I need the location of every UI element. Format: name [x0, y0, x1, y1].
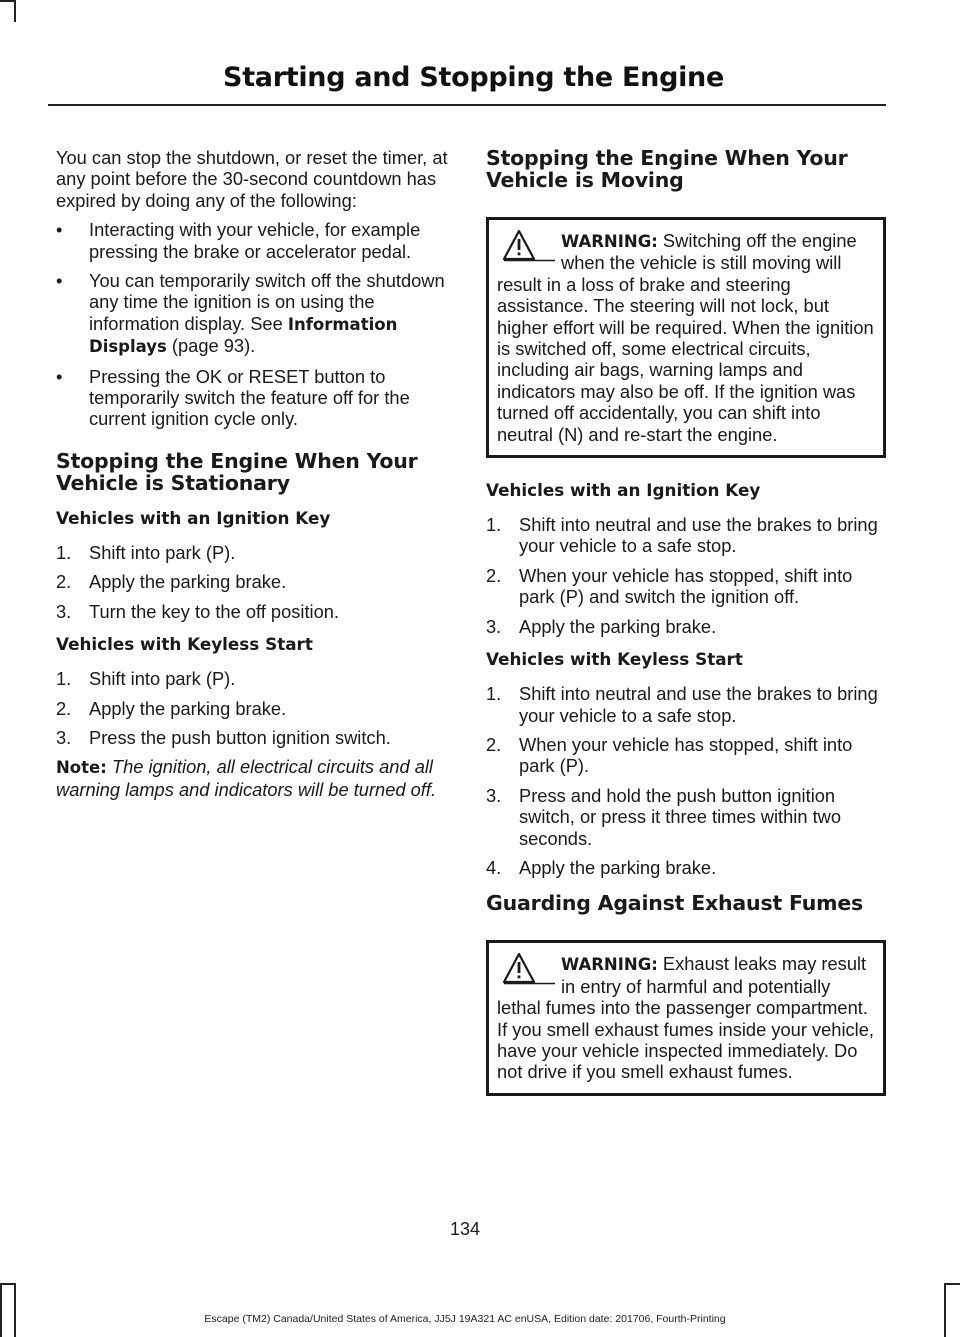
crop-mark [14, 1283, 16, 1337]
numbered-list [56, 668, 448, 748]
section-heading-stationary: Stopping the Engine When Your Vehicle is Stationary [56, 448, 418, 495]
left-column [56, 147, 448, 808]
warning-label: WARNING: [561, 232, 658, 251]
step-text: Shift into neutral and use the brakes to bring your vehicle to a safe stop. [519, 683, 878, 726]
bullet-marker: • [56, 270, 63, 292]
warning-box [486, 217, 886, 458]
page-number: 134 [449, 1219, 481, 1239]
section-heading-moving: Stopping the Engine When Your Vehicle is Moving [486, 146, 848, 192]
warning-text: Switching off the engine when the vehicle is still moving will result in a loss of brake and steering assistance. The steering will not lock, but higher effort will be required. When the ignition is switched off, some electrical circuits, including air bags, warning lamps and indicators may also be off. If the ignition was turned off accidentally, you can shift into neutral (N) and re-start the engine. [497, 230, 874, 445]
crop-mark [14, 0, 16, 22]
intro-paragraph: You can stop the shutdown, or reset the timer, at any point before the 30-second countdown has expired by doing any of the following: [56, 147, 448, 211]
cross-reference-link[interactable]: Information Displays [89, 314, 398, 357]
list-item-text: Pressing the OK or RESET button to temporarily switch the feature off for the current ignition cycle only. [89, 365, 410, 430]
list-item [486, 565, 886, 608]
subheading-keyless-start: Vehicles with Keyless Start [56, 634, 313, 655]
bullet-marker: • [56, 365, 63, 387]
step-text: Shift into park (P). [89, 668, 236, 690]
header-divider [48, 104, 886, 106]
numbered-list [56, 542, 448, 622]
subheading-keyless-start: Vehicles with Keyless Start [486, 649, 743, 670]
step-text: Press the push button ignition switch. [89, 726, 391, 748]
warning-text: Exhaust leaks may result in entry of harmful and potentially lethal fumes into the passenger compartment. If you smell exhaust fumes inside your vehicle, have your vehicle inspected immediately. Do not drive if you smell exhaust fumes. [497, 953, 874, 1083]
step-text: Apply the parking brake. [89, 697, 287, 719]
list-item [486, 734, 886, 777]
step-number: 4. [486, 856, 502, 878]
list-item [486, 857, 886, 878]
crop-mark [0, 0, 14, 2]
note-paragraph [56, 756, 448, 800]
list-item [56, 542, 448, 563]
list-item [56, 366, 448, 430]
step-number: 2. [486, 564, 502, 586]
crop-mark [944, 1283, 946, 1337]
list-item [56, 270, 448, 358]
crop-mark [0, 1283, 14, 1285]
warning-box [486, 940, 886, 1095]
list-item [56, 698, 448, 719]
list-item [56, 668, 448, 689]
list-item-text: Interacting with your vehicle, for example pressing the brake or accelerator pedal. [89, 219, 421, 262]
subheading-ignition-key: Vehicles with an Ignition Key [486, 480, 761, 501]
footer-edition-info: Escape (TM2) Canada/United States of America, JJ5J 19A321 AC enUSA, Edition date: 201706, Fourth-Printing [204, 1313, 726, 1325]
numbered-list [486, 683, 886, 878]
step-text: When your vehicle has stopped, shift into park (P) and switch the ignition off. [519, 564, 853, 608]
note-label: Note: [56, 758, 107, 778]
step-text: Press and hold the push button ignition switch, or press it three times within two seconds. [519, 784, 842, 849]
step-text: Apply the parking brake. [519, 856, 717, 878]
step-number: 2. [56, 571, 72, 593]
bullet-list [56, 219, 448, 430]
step-number: 1. [486, 514, 502, 536]
list-item [486, 683, 886, 726]
step-number: 3. [486, 784, 502, 806]
crop-mark [0, 1283, 2, 1337]
step-number: 2. [56, 697, 72, 719]
step-number: 3. [56, 726, 72, 748]
step-text: When your vehicle has stopped, shift into park (P). [519, 733, 853, 777]
list-item [56, 727, 448, 748]
numbered-list [486, 514, 886, 637]
step-text: Shift into neutral and use the brakes to bring your vehicle to a safe stop. [519, 514, 878, 557]
step-text: Apply the parking brake. [519, 615, 717, 637]
warning-triangle-icon [501, 228, 557, 262]
subheading-ignition-key: Vehicles with an Ignition Key [56, 507, 331, 528]
step-text: Turn the key to the off position. [89, 600, 339, 622]
note-text: The ignition, all electrical circuits and all warning lamps and indicators will be turned off. [56, 756, 437, 800]
step-number: 2. [486, 733, 502, 755]
list-item-text: You can temporarily switch off the shutdown any time the ignition is on using the information display. See [89, 270, 445, 334]
list-item [486, 514, 886, 557]
step-text: Shift into park (P). [89, 541, 236, 563]
step-number: 1. [486, 683, 502, 705]
warning-triangle-icon [501, 951, 557, 985]
right-column [486, 147, 886, 1096]
warning-label: WARNING: [561, 955, 658, 975]
step-number: 3. [486, 615, 502, 637]
step-number: 3. [56, 600, 72, 622]
section-heading-exhaust: Guarding Against Exhaust Fumes [486, 891, 864, 916]
step-number: 1. [56, 541, 72, 563]
step-text: Apply the parking brake. [89, 571, 287, 593]
list-item [56, 571, 448, 592]
list-item [486, 785, 886, 849]
crop-mark [944, 1283, 960, 1285]
step-number: 1. [56, 668, 72, 690]
page-title: Starting and Stopping the Engine [223, 62, 724, 93]
list-item [56, 601, 448, 622]
list-item [56, 219, 448, 262]
list-item [486, 616, 886, 637]
bullet-marker: • [56, 219, 63, 241]
cross-reference-page: (page 93). [166, 335, 256, 357]
